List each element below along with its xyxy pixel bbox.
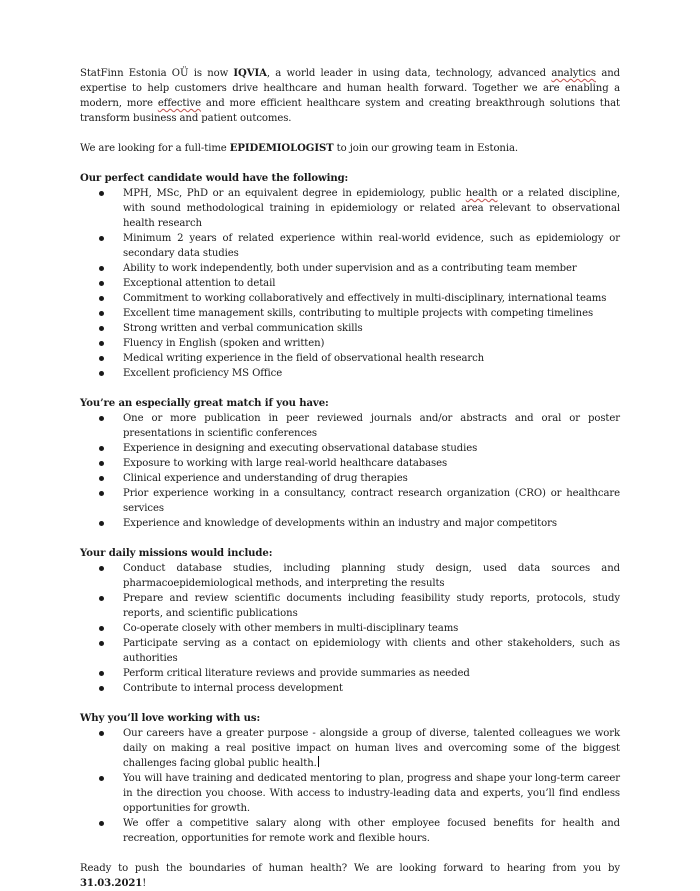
brand-name: IQVIA <box>233 68 267 79</box>
bullet-icon <box>99 566 104 571</box>
list-item: Experience and knowledge of developments within an industry and major competitors <box>80 516 620 531</box>
intro-text-3: and expertise to help customers drive healthcare and human health forward. Together we are enabling a modern, more <box>80 68 620 109</box>
list-item: Excellent proficiency MS Office <box>80 366 620 381</box>
bullet-icon <box>99 671 104 676</box>
bullet-icon <box>99 266 104 271</box>
closing-paragraph <box>80 861 620 891</box>
bullet-icon <box>99 326 104 331</box>
text-cursor <box>318 756 319 767</box>
intro-text-2: , a world leader in using data, technology, advanced <box>266 68 552 79</box>
document-page <box>80 66 620 891</box>
bullet-icon <box>99 296 104 301</box>
bullet-icon <box>99 371 104 376</box>
list-item: Participate serving as a contact on epidemiology with clients and other stakeholders, such as authorities <box>80 636 620 666</box>
bullet-icon <box>99 641 104 646</box>
bullet-icon <box>99 731 104 736</box>
closing-text-post: ! <box>142 878 147 889</box>
spellcheck-word-health[interactable]: health <box>465 188 498 199</box>
list-item: One or more publication in peer reviewed journals and/or abstracts and oral or poster presentations in scientific conferences <box>80 411 620 441</box>
list-item: Fluency in English (spoken and written) <box>80 336 620 351</box>
list-item: Medical writing experience in the field of observational health research <box>80 351 620 366</box>
list-item: Clinical experience and understanding of drug therapies <box>80 471 620 486</box>
bullet-icon <box>99 416 104 421</box>
spellcheck-word-analytics[interactable]: analytics <box>551 68 597 79</box>
list-item: Exposure to working with large real-world healthcare databases <box>80 456 620 471</box>
list-item: Co-operate closely with other members in multi-disciplinary teams <box>80 621 620 636</box>
list-item: Contribute to internal process development <box>80 681 620 696</box>
job-role: EPIDEMIOLOGIST <box>229 143 334 154</box>
perfect-candidate-list <box>80 186 620 381</box>
great-match-list <box>80 411 620 531</box>
list-item: Perform critical literature reviews and provide summaries as needed <box>80 666 620 681</box>
why-love-section <box>80 711 620 846</box>
list-item: We offer a competitive salary along with other employee focused benefits for health and recreation, opportunities for remote work and flexible hours. <box>80 816 620 846</box>
bullet-icon <box>99 446 104 451</box>
spellcheck-word-effective[interactable]: effective <box>157 98 201 109</box>
list-item: Exceptional attention to detail <box>80 276 620 291</box>
intro-text-4: and more efficient healthcare system and creating breakthrough solutions that transform business and patient outcomes. <box>80 98 620 124</box>
deadline-date: 31.03.2021 <box>80 878 143 889</box>
why-love-heading: Why you’ll love working with us: <box>80 713 261 724</box>
intro-paragraph <box>80 66 620 126</box>
bullet-icon <box>99 821 104 826</box>
why-love-list <box>80 726 620 846</box>
list-item: You will have training and dedicated mentoring to plan, progress and shape your long-term career in the direction you choose. With access to industry-leading data and experts, you’ll find endless opportunities for growth. <box>80 771 620 816</box>
bullet-icon <box>99 191 104 196</box>
bullet-icon <box>99 521 104 526</box>
list-item: Commitment to working collaboratively and effectively in multi-disciplinary, international teams <box>80 291 620 306</box>
bullet-icon <box>99 356 104 361</box>
bullet-icon <box>99 626 104 631</box>
looking-paragraph <box>80 141 620 156</box>
bullet-icon <box>99 596 104 601</box>
daily-missions-section <box>80 546 620 696</box>
bullet-icon <box>99 311 104 316</box>
list-item: Experience in designing and executing observational database studies <box>80 441 620 456</box>
bullet-icon <box>99 236 104 241</box>
list-item: Minimum 2 years of related experience within real-world evidence, such as epidemiology or secondary data studies <box>80 231 620 261</box>
daily-missions-heading: Your daily missions would include: <box>80 548 273 559</box>
perfect-candidate-heading: Our perfect candidate would have the following: <box>80 173 349 184</box>
closing-text-pre: Ready to push the boundaries of human health? We are looking forward to hearing from you by <box>80 863 620 874</box>
looking-text-post: to join our growing team in Estonia. <box>333 143 518 154</box>
list-item: Conduct database studies, including planning study design, used data sources and pharmacoepidemiological methods, and interpreting the results <box>80 561 620 591</box>
intro-text-1: StatFinn Estonia OÜ is now <box>80 68 234 79</box>
daily-missions-list <box>80 561 620 696</box>
bullet-icon <box>99 461 104 466</box>
bullet-icon <box>99 341 104 346</box>
bullet-icon <box>99 281 104 286</box>
great-match-heading: You’re an especially great match if you have: <box>80 398 329 409</box>
list-item: Strong written and verbal communication skills <box>80 321 620 336</box>
list-item: MPH, MSc, PhD or an equivalent degree in epidemiology, public health or a related discipline, with sound methodological training in epidemiology or related area relevant to observational health research <box>80 186 620 231</box>
bullet-icon <box>99 686 104 691</box>
list-item: Our careers have a greater purpose - alongside a group of diverse, talented colleagues we work daily on making a real positive impact on human lives and overcoming some of the biggest challenges facing global public health. <box>80 726 620 771</box>
looking-text-pre: We are looking for a full-time <box>80 143 230 154</box>
list-item: Excellent time management skills, contributing to multiple projects with competing timelines <box>80 306 620 321</box>
bullet-icon <box>99 476 104 481</box>
list-item: Prior experience working in a consultancy, contract research organization (CRO) or healthcare services <box>80 486 620 516</box>
bullet-icon <box>99 491 104 496</box>
great-match-section <box>80 396 620 531</box>
bullet-icon <box>99 776 104 781</box>
list-item: Prepare and review scientific documents including feasibility study reports, protocols, study reports, and scientific publications <box>80 591 620 621</box>
perfect-candidate-section <box>80 171 620 381</box>
list-item: Ability to work independently, both under supervision and as a contributing team member <box>80 261 620 276</box>
